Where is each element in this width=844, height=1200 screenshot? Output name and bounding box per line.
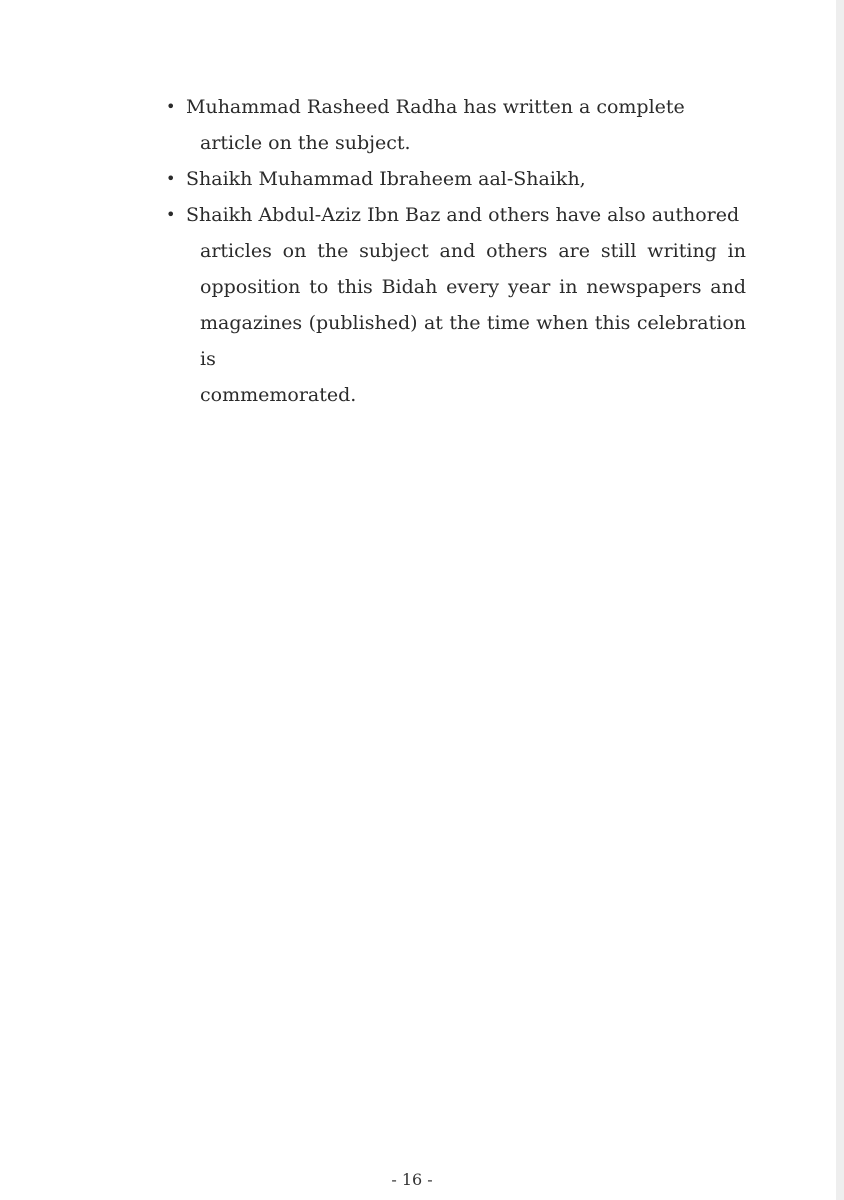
page-number: - 16 - xyxy=(391,1170,433,1189)
bullet-text-line: Shaikh Abdul-Aziz Ibn Baz and others have also authored xyxy=(186,204,740,226)
bullet-icon: • xyxy=(166,97,176,116)
bullet-text-line: magazines (published) at the time when this celebration is xyxy=(200,312,746,370)
bullet-text-line: articles on the subject and others are still writing in xyxy=(200,240,746,262)
bullet-icon: • xyxy=(166,169,176,188)
bullet-text-line: article on the subject. xyxy=(200,132,411,154)
bullet-item xyxy=(166,89,746,161)
bullet-item xyxy=(166,197,746,413)
bullet-text-line: Muhammad Rasheed Radha has written a complete xyxy=(186,96,685,118)
bullet-item xyxy=(166,161,746,197)
bullet-icon: • xyxy=(166,205,176,224)
bullet-list xyxy=(166,89,746,413)
page-edge-gutter xyxy=(836,0,844,1200)
bullet-text-line: opposition to this Bidah every year in newspapers and xyxy=(200,276,746,298)
bullet-text-line: Shaikh Muhammad Ibraheem aal-Shaikh, xyxy=(186,168,586,190)
bullet-text-line: commemorated. xyxy=(200,384,357,406)
